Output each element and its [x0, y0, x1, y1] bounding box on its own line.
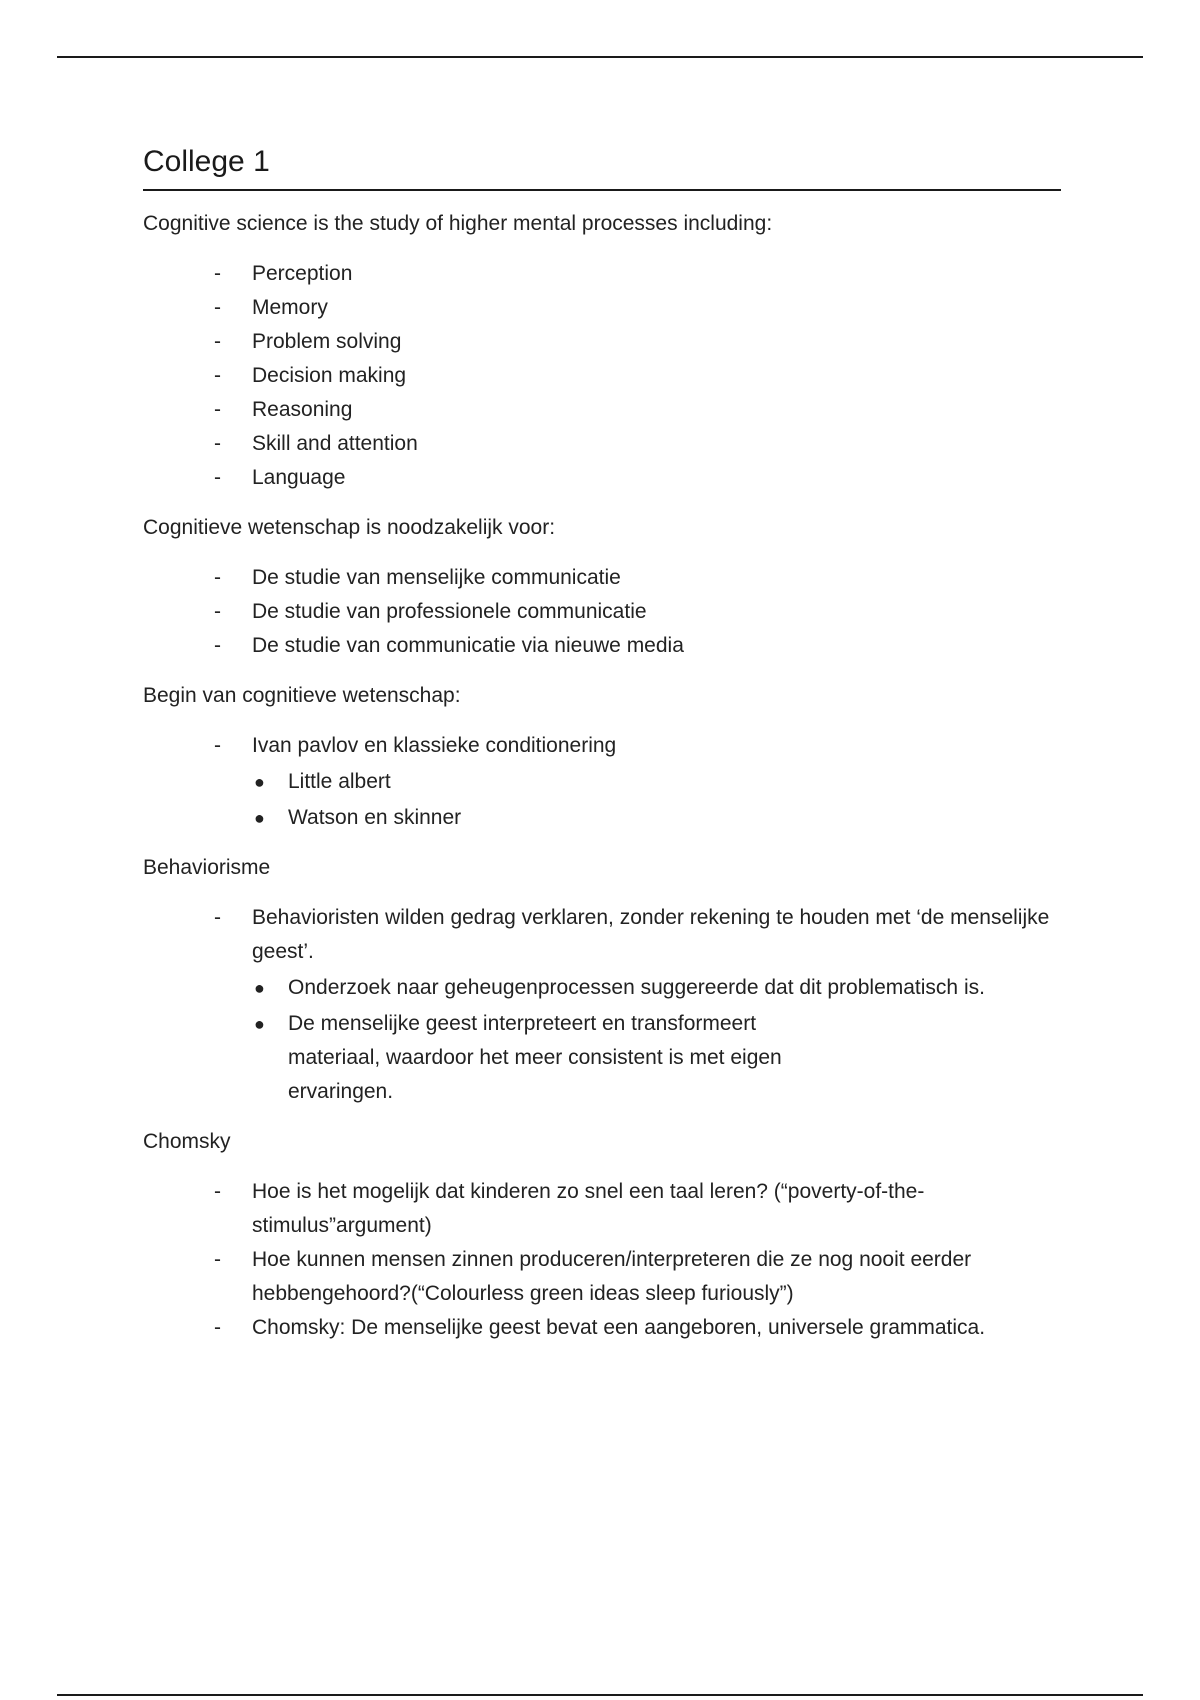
list-item-text: De studie van professionele communicatie — [252, 600, 647, 623]
list-item — [143, 1175, 1061, 1243]
list-item-text: Skill and attention — [252, 432, 418, 455]
dash-marker: - — [214, 296, 221, 319]
section-heading: Cognitieve wetenschap is noodzakelijk voor: — [143, 516, 556, 539]
list-item-text: Ivan pavlov en klassieke conditionering — [252, 734, 617, 757]
dash-list — [143, 1175, 1061, 1345]
list-item — [143, 257, 1061, 291]
dash-marker: - — [214, 600, 221, 623]
list-item — [143, 393, 1061, 427]
section-heading: Begin van cognitieve wetenschap: — [143, 684, 461, 707]
list-item-text: Reasoning — [252, 398, 353, 421]
sub-list-item — [252, 765, 1061, 799]
list-item — [143, 561, 1061, 595]
list-item-text: Hoe is het mogelijk dat kinderen zo snel een taal leren? (“poverty-of-the-stimulus”argument) — [252, 1180, 925, 1237]
dash-marker: - — [214, 734, 221, 757]
dash-marker: - — [214, 1316, 221, 1339]
bullet-marker: ● — [254, 772, 265, 792]
dash-marker: - — [214, 1248, 221, 1271]
bullet-marker: ● — [254, 1014, 265, 1034]
list-item — [143, 291, 1061, 325]
page-top-rule — [57, 56, 1143, 58]
dash-marker: - — [214, 566, 221, 589]
dash-marker: - — [214, 262, 221, 285]
list-item-text: Hoe kunnen mensen zinnen produceren/interpreteren die ze nog nooit eerder hebbengehoord?(“Colourless green ideas sleep furiously”) — [252, 1248, 972, 1305]
list-item-text: Perception — [252, 262, 353, 285]
list-item-text: Language — [252, 466, 346, 489]
list-item — [143, 325, 1061, 359]
dash-marker: - — [214, 466, 221, 489]
list-item — [143, 729, 1061, 835]
list-item — [143, 1243, 1061, 1311]
bullet-marker: ● — [254, 978, 265, 998]
dash-list — [143, 257, 1061, 495]
dash-list — [143, 561, 1061, 663]
list-item — [143, 901, 1061, 1109]
list-item — [143, 461, 1061, 495]
section-heading: Cognitive science is the study of higher mental processes including: — [143, 212, 773, 235]
list-item-text: De studie van communicatie via nieuwe media — [252, 634, 684, 657]
dash-marker: - — [214, 364, 221, 387]
sub-list-item-text: Little albert — [288, 770, 391, 793]
bullet-list — [252, 765, 1061, 835]
section-heading: Chomsky — [143, 1130, 231, 1153]
sub-list-item — [252, 1007, 1061, 1109]
list-item — [143, 629, 1061, 663]
sub-list-item-text: Onderzoek naar geheugenprocessen suggereerde dat dit problematisch is. — [288, 976, 985, 999]
list-item — [143, 359, 1061, 393]
list-item-text: Decision making — [252, 364, 407, 387]
dash-marker: - — [214, 432, 221, 455]
sub-list-item-text: De menselijke geest interpreteert en transformeert materiaal, waardoor het meer consistent is met eigen ervaringen. — [288, 1012, 782, 1103]
sub-list-item — [252, 801, 1061, 835]
list-item-text: Problem solving — [252, 330, 402, 353]
section-heading: Behaviorisme — [143, 856, 271, 879]
list-item-text: De studie van menselijke communicatie — [252, 566, 621, 589]
bullet-marker: ● — [254, 808, 265, 828]
list-item-text: Memory — [252, 296, 328, 319]
document-body — [143, 142, 1061, 1361]
bullet-list — [252, 971, 1061, 1109]
sub-list-item — [252, 971, 1061, 1005]
dash-marker: - — [214, 1180, 221, 1203]
dash-list — [143, 729, 1061, 835]
list-item — [143, 595, 1061, 629]
dash-list — [143, 901, 1061, 1109]
list-item-text: Chomsky: De menselijke geest bevat een aangeboren, universele grammatica. — [252, 1316, 986, 1339]
page-bottom-rule — [57, 1694, 1143, 1696]
title-underline — [143, 189, 1061, 191]
dash-marker: - — [214, 634, 221, 657]
document-title: College 1 — [143, 145, 270, 178]
dash-marker: - — [214, 330, 221, 353]
list-item — [143, 1311, 1061, 1345]
list-item-text: Behavioristen wilden gedrag verklaren, zonder rekening te houden met ‘de menselijke geest’. — [252, 906, 1050, 963]
list-item — [143, 427, 1061, 461]
dash-marker: - — [214, 906, 221, 929]
dash-marker: - — [214, 398, 221, 421]
sub-list-item-text: Watson en skinner — [288, 806, 462, 829]
